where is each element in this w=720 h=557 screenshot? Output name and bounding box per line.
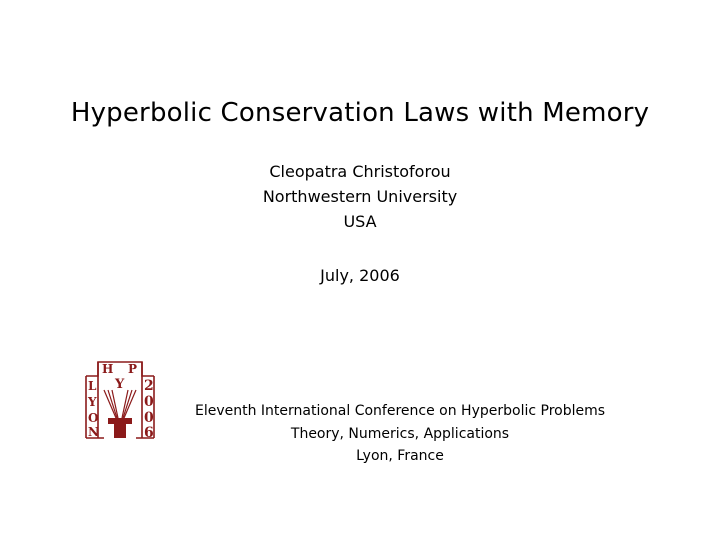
conference-location: Lyon, France: [356, 448, 444, 464]
logo-left-letter: O: [88, 411, 99, 425]
logo-letter-p: P: [128, 362, 138, 376]
logo-letter-h: H: [102, 362, 114, 376]
hyp2006-logo: [84, 360, 156, 440]
author-name: Cleopatra Christoforou: [269, 162, 451, 181]
author-affiliation: Northwestern University: [262, 187, 458, 206]
logo-left-letter: L: [88, 379, 97, 393]
author-country: USA: [343, 212, 377, 231]
logo-right-digit: 0: [144, 410, 154, 426]
conference-name: Eleventh International Conference on Hyperbolic Problems: [194, 403, 606, 419]
logo-left-letter: N: [88, 425, 99, 439]
logo-right-digit: 0: [144, 394, 154, 410]
logo-right-digit: 2: [144, 378, 154, 394]
presentation-date: July, 2006: [320, 266, 400, 285]
logo-letter-y: Y: [115, 377, 125, 392]
slide-title: Hyperbolic Conservation Laws with Memory: [70, 98, 650, 128]
logo-left-letter: Y: [88, 395, 97, 409]
logo-right-digit: 6: [144, 425, 154, 440]
conference-topics: Theory, Numerics, Applications: [290, 426, 510, 442]
